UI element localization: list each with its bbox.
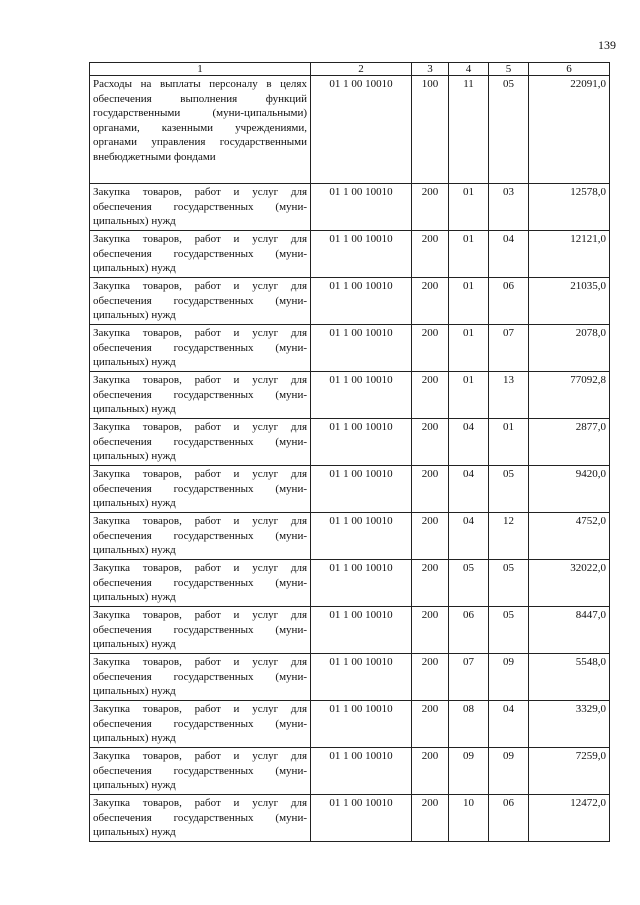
row-name-cell: Закупка товаров, работ и услуг для обеспечения государственных (муни-ципальных) нужд bbox=[90, 513, 311, 560]
row-name-cell: Закупка товаров, работ и услуг для обеспечения государственных (муни-ципальных) нужд bbox=[90, 701, 311, 748]
row-code-cell: 01 1 00 10010 bbox=[311, 231, 412, 278]
row-code-cell: 01 1 00 10010 bbox=[311, 76, 412, 184]
row-section-cell: 04 bbox=[449, 419, 489, 466]
table-row bbox=[90, 76, 610, 184]
table-row bbox=[90, 654, 610, 701]
row-subsection-cell: 05 bbox=[489, 560, 529, 607]
row-type-cell: 200 bbox=[412, 607, 449, 654]
column-header: 6 bbox=[529, 63, 610, 76]
row-name-cell: Закупка товаров, работ и услуг для обеспечения государственных (муни-ципальных) нужд bbox=[90, 278, 311, 325]
table-row bbox=[90, 795, 610, 842]
row-code-cell: 01 1 00 10010 bbox=[311, 795, 412, 842]
row-subsection-cell: 09 bbox=[489, 654, 529, 701]
row-name-cell: Закупка товаров, работ и услуг для обеспечения государственных (муни-ципальных) нужд bbox=[90, 325, 311, 372]
table-row bbox=[90, 184, 610, 231]
row-code-cell: 01 1 00 10010 bbox=[311, 748, 412, 795]
row-amount-cell: 21035,0 bbox=[529, 278, 610, 325]
row-type-cell: 200 bbox=[412, 466, 449, 513]
row-subsection-cell: 06 bbox=[489, 278, 529, 325]
row-type-cell: 200 bbox=[412, 372, 449, 419]
row-subsection-cell: 07 bbox=[489, 325, 529, 372]
row-name-cell: Закупка товаров, работ и услуг для обеспечения государственных (муни-ципальных) нужд bbox=[90, 184, 311, 231]
table-row bbox=[90, 231, 610, 278]
column-header: 2 bbox=[311, 63, 412, 76]
row-amount-cell: 4752,0 bbox=[529, 513, 610, 560]
row-type-cell: 200 bbox=[412, 231, 449, 278]
row-amount-cell: 32022,0 bbox=[529, 560, 610, 607]
row-amount-cell: 9420,0 bbox=[529, 466, 610, 513]
row-subsection-cell: 12 bbox=[489, 513, 529, 560]
table-row bbox=[90, 419, 610, 466]
row-amount-cell: 12472,0 bbox=[529, 795, 610, 842]
row-name-cell: Закупка товаров, работ и услуг для обеспечения государственных (муни-ципальных) нужд bbox=[90, 560, 311, 607]
row-type-cell: 200 bbox=[412, 278, 449, 325]
row-section-cell: 04 bbox=[449, 513, 489, 560]
row-type-cell: 200 bbox=[412, 513, 449, 560]
row-section-cell: 10 bbox=[449, 795, 489, 842]
row-name-cell: Закупка товаров, работ и услуг для обеспечения государственных (муни-ципальных) нужд bbox=[90, 231, 311, 278]
row-subsection-cell: 09 bbox=[489, 748, 529, 795]
table-row bbox=[90, 560, 610, 607]
row-amount-cell: 5548,0 bbox=[529, 654, 610, 701]
row-name-cell: Закупка товаров, работ и услуг для обеспечения государственных (муни-ципальных) нужд bbox=[90, 795, 311, 842]
row-code-cell: 01 1 00 10010 bbox=[311, 372, 412, 419]
row-type-cell: 100 bbox=[412, 76, 449, 184]
row-section-cell: 06 bbox=[449, 607, 489, 654]
row-section-cell: 01 bbox=[449, 184, 489, 231]
row-type-cell: 200 bbox=[412, 795, 449, 842]
row-amount-cell: 2078,0 bbox=[529, 325, 610, 372]
row-name-cell: Закупка товаров, работ и услуг для обеспечения государственных (муни-ципальных) нужд bbox=[90, 607, 311, 654]
row-code-cell: 01 1 00 10010 bbox=[311, 701, 412, 748]
row-amount-cell: 12121,0 bbox=[529, 231, 610, 278]
table-row bbox=[90, 748, 610, 795]
row-code-cell: 01 1 00 10010 bbox=[311, 184, 412, 231]
table-row bbox=[90, 325, 610, 372]
row-section-cell: 11 bbox=[449, 76, 489, 184]
row-section-cell: 01 bbox=[449, 231, 489, 278]
table-row bbox=[90, 372, 610, 419]
row-type-cell: 200 bbox=[412, 701, 449, 748]
column-header: 5 bbox=[489, 63, 529, 76]
table-header-row bbox=[90, 63, 610, 76]
row-subsection-cell: 05 bbox=[489, 607, 529, 654]
row-name-cell: Закупка товаров, работ и услуг для обеспечения государственных (муни-ципальных) нужд bbox=[90, 372, 311, 419]
table-row bbox=[90, 607, 610, 654]
row-subsection-cell: 05 bbox=[489, 76, 529, 184]
column-header: 1 bbox=[90, 63, 311, 76]
row-type-cell: 200 bbox=[412, 560, 449, 607]
row-code-cell: 01 1 00 10010 bbox=[311, 607, 412, 654]
row-amount-cell: 77092,8 bbox=[529, 372, 610, 419]
row-section-cell: 08 bbox=[449, 701, 489, 748]
row-code-cell: 01 1 00 10010 bbox=[311, 513, 412, 560]
row-type-cell: 200 bbox=[412, 325, 449, 372]
row-amount-cell: 2877,0 bbox=[529, 419, 610, 466]
table-row bbox=[90, 701, 610, 748]
row-subsection-cell: 13 bbox=[489, 372, 529, 419]
table-row bbox=[90, 513, 610, 560]
row-type-cell: 200 bbox=[412, 419, 449, 466]
row-section-cell: 01 bbox=[449, 325, 489, 372]
row-name-cell: Закупка товаров, работ и услуг для обеспечения государственных (муни-ципальных) нужд bbox=[90, 748, 311, 795]
row-code-cell: 01 1 00 10010 bbox=[311, 325, 412, 372]
row-type-cell: 200 bbox=[412, 184, 449, 231]
row-subsection-cell: 04 bbox=[489, 701, 529, 748]
row-subsection-cell: 06 bbox=[489, 795, 529, 842]
row-code-cell: 01 1 00 10010 bbox=[311, 419, 412, 466]
row-type-cell: 200 bbox=[412, 654, 449, 701]
row-amount-cell: 22091,0 bbox=[529, 76, 610, 184]
row-code-cell: 01 1 00 10010 bbox=[311, 560, 412, 607]
page-number: 139 bbox=[598, 38, 616, 52]
row-section-cell: 04 bbox=[449, 466, 489, 513]
row-name-cell: Закупка товаров, работ и услуг для обеспечения государственных (муни-ципальных) нужд bbox=[90, 654, 311, 701]
column-header: 4 bbox=[449, 63, 489, 76]
row-section-cell: 09 bbox=[449, 748, 489, 795]
row-section-cell: 01 bbox=[449, 372, 489, 419]
row-section-cell: 01 bbox=[449, 278, 489, 325]
budget-table bbox=[89, 62, 610, 842]
row-code-cell: 01 1 00 10010 bbox=[311, 654, 412, 701]
row-amount-cell: 7259,0 bbox=[529, 748, 610, 795]
row-section-cell: 07 bbox=[449, 654, 489, 701]
row-subsection-cell: 01 bbox=[489, 419, 529, 466]
row-code-cell: 01 1 00 10010 bbox=[311, 466, 412, 513]
row-name-cell: Закупка товаров, работ и услуг для обеспечения государственных (муни-ципальных) нужд bbox=[90, 466, 311, 513]
row-subsection-cell: 05 bbox=[489, 466, 529, 513]
row-amount-cell: 12578,0 bbox=[529, 184, 610, 231]
row-subsection-cell: 04 bbox=[489, 231, 529, 278]
row-section-cell: 05 bbox=[449, 560, 489, 607]
row-code-cell: 01 1 00 10010 bbox=[311, 278, 412, 325]
table-body bbox=[90, 76, 610, 842]
column-header: 3 bbox=[412, 63, 449, 76]
table-row bbox=[90, 278, 610, 325]
row-amount-cell: 8447,0 bbox=[529, 607, 610, 654]
row-name-cell: Расходы на выплаты персоналу в целях обеспечения выполнения функций государственными (муни-ципальными) органами, казенными учреждениями, органами управления государственными внебюджетными фондами bbox=[90, 76, 311, 184]
row-type-cell: 200 bbox=[412, 748, 449, 795]
row-subsection-cell: 03 bbox=[489, 184, 529, 231]
row-name-cell: Закупка товаров, работ и услуг для обеспечения государственных (муни-ципальных) нужд bbox=[90, 419, 311, 466]
table-row bbox=[90, 466, 610, 513]
row-amount-cell: 3329,0 bbox=[529, 701, 610, 748]
